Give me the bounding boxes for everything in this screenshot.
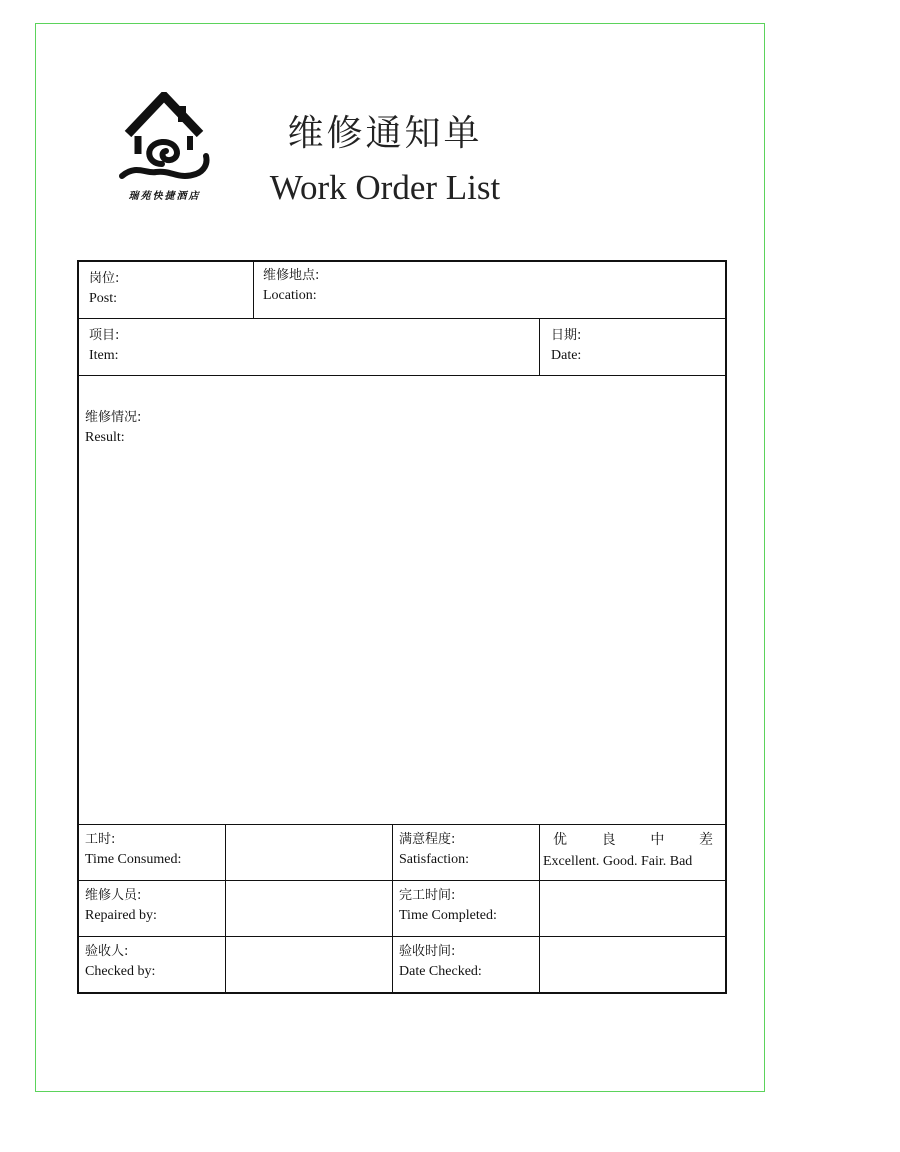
time-consumed-label-cn: 工时: [85,832,116,847]
location-field[interactable] [263,266,319,306]
satisfaction-label-cn: 满意程度: [399,832,456,847]
item-label-cn: 项目: [89,328,120,343]
page-title-en: Work Order List [269,168,501,207]
item-field[interactable] [89,326,119,366]
repaired-by-field[interactable] [85,886,157,926]
row-divider [79,375,725,376]
result-field[interactable] [85,408,141,448]
column-divider [539,318,540,375]
row-divider [79,824,725,825]
date-field[interactable] [551,326,581,366]
location-label-cn: 维修地点: [263,268,320,283]
row-divider [79,880,725,881]
location-label-en: Location: [263,288,317,303]
checked-by-field[interactable] [85,942,155,982]
date-label-cn: 日期: [551,328,582,343]
column-divider [539,824,540,994]
time-completed-label-cn: 完工时间: [399,888,456,903]
satisfaction-field[interactable] [399,830,469,870]
repaired-by-label-cn: 维修人员: [85,888,142,903]
column-divider [392,824,393,994]
post-label-cn: 岗位: [89,271,120,286]
date-label-en: Date: [551,348,582,363]
row-divider [79,318,725,319]
checked-by-label-en: Checked by: [85,964,156,979]
date-checked-field[interactable] [399,942,482,982]
rating-option-bad[interactable]: 差 [698,832,713,848]
checked-by-label-cn: 验收人: [85,944,129,959]
page-title-cn: 维修通知单 [287,113,483,154]
repaired-by-label-en: Repaired by: [85,908,157,923]
result-label-en: Result: [85,430,125,445]
rating-options-cn [553,830,713,850]
hotel-logo [112,92,217,207]
date-checked-label-cn: 验收时间: [399,944,456,959]
satisfaction-label-en: Satisfaction: [399,852,469,867]
column-divider [225,824,226,994]
date-checked-label-en: Date Checked: [399,964,482,979]
time-completed-field[interactable] [399,886,497,926]
post-label-en: Post: [89,291,118,306]
column-divider [253,262,254,318]
row-divider [79,936,725,937]
result-label-cn: 维修情况: [85,410,142,425]
work-order-form [77,260,727,994]
rating-option-good[interactable]: 良 [601,832,616,848]
rating-option-excellent[interactable]: 优 [553,832,567,848]
logo-brand-text: 瑞苑快捷酒店 [128,191,201,202]
rating-options-en: Excellent. Good. Fair. Bad [543,854,693,869]
time-consumed-label-en: Time Consumed: [85,852,182,867]
time-consumed-field[interactable] [85,830,181,870]
post-field[interactable] [89,269,119,309]
rating-option-fair[interactable]: 中 [650,832,665,848]
item-label-en: Item: [89,348,119,363]
house-swirl-icon [116,92,212,184]
time-completed-label-en: Time Completed: [399,908,497,923]
